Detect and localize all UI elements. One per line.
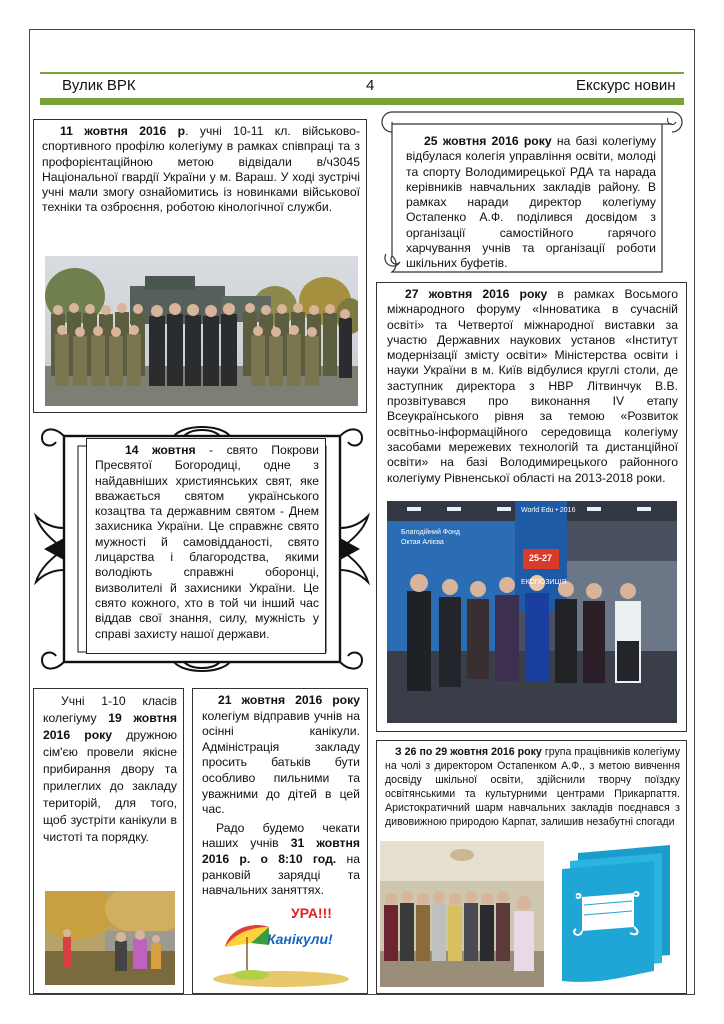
article-body: колегіум відправив учнів на осінні канікули. Адміністрація закладу просить батьків бути особливо пильними та уважними до дітей в цей час. (202, 708, 360, 817)
article-text (95, 443, 319, 642)
article-collegium-meeting (372, 104, 690, 274)
article-date: 27 жовтня 2016 року (405, 287, 548, 301)
article-intro: Учні 1-10 класів колегіуму (43, 694, 177, 725)
article-date: 14 жовтня (125, 443, 196, 457)
trip-group-photo (380, 841, 544, 987)
article-text (406, 134, 656, 272)
article-carpathians-trip (376, 740, 687, 994)
article-date: 19 жовтня 2016 року (43, 711, 177, 742)
article-date: З 26 по 29 жовтня 2016 року (395, 746, 542, 758)
military-group-photo (45, 256, 358, 406)
article-body: . учні 10-11 кл. військово-спортивного профілю колегіуму в рамках співпраці та з профорієнтаційною метою відвідали в/ч3045 Національної гвардії України у м. Вараш. У ході зустрічі учні мали змогу ознайомитись із новинками військової техніки та озброєння, роботою кінологічної служби. (42, 124, 361, 215)
article-text-box (86, 438, 326, 654)
newspaper-title: Вулик ВРК (62, 77, 136, 94)
photo-sign-dates: 25-27 (529, 553, 553, 563)
article-innovation-forum (376, 282, 687, 732)
article-body: група працівників колегіуму на чолі з директором Остапенком А.Ф., з метою вивчення досвіду шкільної освіти, здійснили творчу поїздку освітянськими та культурними центрами Прикарпаття. Аристократичний шарм навчальних закладів поєднався з дивовижною природою Карпат, залишив незабутні спогади (385, 746, 680, 828)
article-body: дружною сім'єю провели якісне прибирання двору та прилеглих до закладу територій, для того, щоб зустріти канікули в чистоті та порядку. (43, 728, 177, 844)
article-date: 25 жовтня 2016 року (424, 134, 552, 148)
forum-group-photo (387, 501, 677, 723)
return-date: 31 жовтня 2016 р. о 8:10 год. (202, 836, 360, 866)
banner-hurray: УРА!!! (291, 905, 332, 921)
cleanup-photo (45, 891, 175, 985)
books-icon (560, 843, 680, 985)
article-text (43, 693, 177, 846)
article-military-visit (33, 119, 367, 413)
article-cleanup (33, 688, 184, 994)
photo-sign-exposition: ЕКСПОЗИЦІЯ (521, 579, 567, 586)
article-body: на базі колегіуму відбулася колегія управління освіти, молоді та спорту Володимирецької РДА та нарада керівників навчальних закладів району. В рамках наради директор колегіуму Остапенко А.Ф. поділився досвідом з організації самостійного гарячого харчування учнів та організації роботи шкільних буфетів. (406, 134, 656, 271)
article-invitation: Радо будемо чекати наших учнів 31 жовтня 2016 р. о 8:10 год. на ранковій зарядці та навчальних заняттях. (202, 820, 360, 898)
article-text (42, 124, 360, 216)
holiday-banner (211, 905, 351, 987)
article-body: в рамках Восьмого міжнародного форуму «Інноватика в сучасній освіті» та Четвертої міжнародної виставки за участю Державних наукових установ «Інститут модернізації змісту освіти» Міністерства освіти і науки України в м. Київ відбулися круглі столи, де заступник директора з НВР Літвинчук В.В. прозвітувався про виконання IV етапу Всеукраїнського рівня за темою «Розвиток освітньо-інформаційного середовища колегіуму засобами мережевих технологій та дистанційної освіти» на базі Володимирецького районного колегіуму Рівненської області на 2013-2018 роки. (387, 287, 678, 485)
section-title: Екскурс новин (576, 77, 676, 94)
article-date: 11 жовтня 2016 р (60, 124, 186, 138)
article-defender-day (34, 420, 370, 678)
banner-holidays: Канікули! (267, 931, 333, 947)
article-holidays (192, 688, 368, 994)
article-text (202, 693, 360, 899)
article-text (385, 745, 680, 829)
article-date: 21 жовтня 2016 року (218, 693, 360, 707)
page-number: 4 (366, 77, 375, 94)
article-text (387, 287, 678, 486)
photo-sign-foundation: Благодійний Фонд (401, 529, 460, 536)
photo-sign-event: World Edu • 2016 (521, 507, 576, 514)
header-rule (40, 72, 684, 74)
photo-sign-name: Октая Алієва (401, 539, 444, 546)
article-body: - свято Покрови Пресвятої Богородиці, одне з найдавніших християнських свят, яке вважається святом українського козацтва та державним святом - Днем захисника України. Це справжнє свято мужності й самовідданості, свято лицарства і благородства, якими володіють справжні оборонці, визволителі й захисники України. Це свято кожного, хто в той чи інший час віддав свої знання, силу, мужність у справі захисту нашої держави. (95, 443, 319, 641)
